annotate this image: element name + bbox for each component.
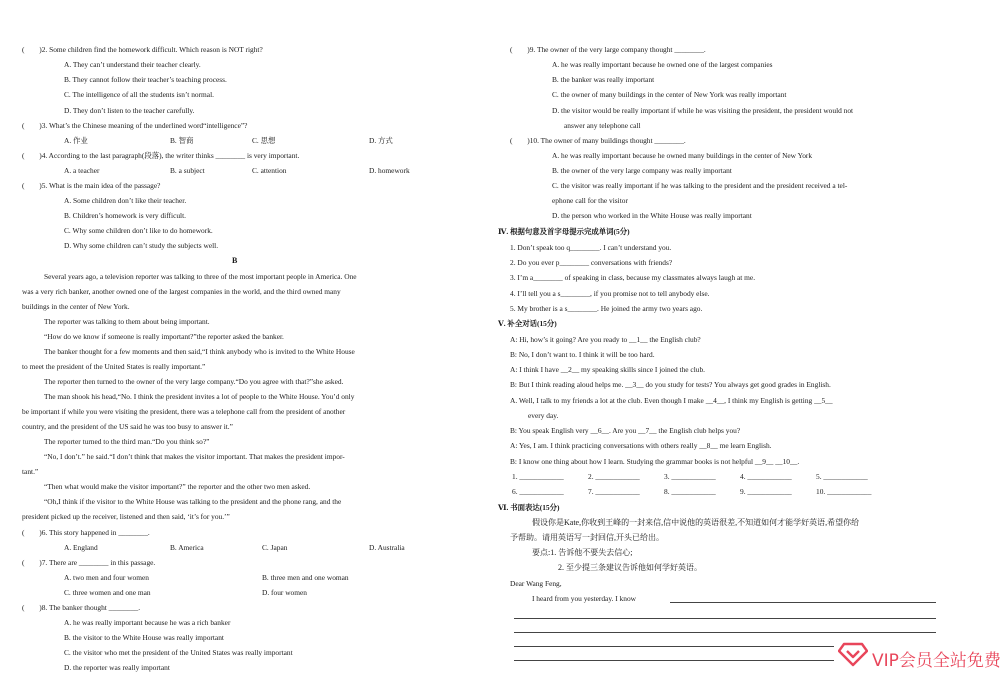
answer-blank: 4. ____________ xyxy=(740,472,792,481)
option: B. a subject xyxy=(170,166,205,175)
passage-line: Several years ago, a television reporter was talking to three of the most important people in America. One xyxy=(44,272,357,281)
word-fill-item: 1. Don’t speak too q________. I can’t understand you. xyxy=(510,243,672,252)
passage-line: The banker thought for a few moments and then said,“I think anybody who is invited to the White House xyxy=(44,347,355,356)
writing-prompt: 假设你是Kate,你收到王峰的一封来信,信中说他的英语很差,不知道如何才能学好英语,希望你给 xyxy=(532,518,860,527)
question-2: ( )2. Some children find the homework difficult. Which reason is NOT right? xyxy=(22,45,263,54)
passage-line: “Oh,I think if the visitor to the White House was talking to the president and the phone rang, and the xyxy=(44,497,342,506)
option: C. the visitor was really important if he was talking to the president and the president received a tel- xyxy=(552,181,848,190)
writing-line xyxy=(514,660,834,661)
option: B. the owner of the very large company was really important xyxy=(552,166,732,175)
letter-greeting: Dear Wang Feng, xyxy=(510,579,562,588)
dialogue-line: A. Well, I talk to my friends a lot at the club. Even though I make __4__, I think my English is getting __5__ xyxy=(510,396,833,405)
option: D. the person who worked in the White House was really important xyxy=(552,211,752,220)
passage-line: The reporter was talking to them about being important. xyxy=(44,317,210,326)
answer-blank: 8. ____________ xyxy=(664,487,716,496)
passage-line: The reporter then turned to the owner of the very large company.“Do you agree with that?”she asked. xyxy=(44,377,344,386)
answer-blank: 9. ____________ xyxy=(740,487,792,496)
option: A. he was really important because he owned many buildings in the center of New York xyxy=(552,151,813,160)
option: C. three women and one man xyxy=(64,588,151,597)
word-fill-item: 5. My brother is a s________. He joined the army two years ago. xyxy=(510,304,703,313)
passage-line: was a very rich banker, another owned one of the largest companies in the world, and the third owned many xyxy=(22,287,341,296)
passage-line: “How do we know if someone is really important?”the reporter asked the banker. xyxy=(44,332,284,341)
writing-line xyxy=(514,618,936,619)
dialogue-line: every day. xyxy=(528,411,559,420)
option: D. four women xyxy=(262,588,307,597)
question-5: ( )5. What is the main idea of the passage? xyxy=(22,181,161,190)
question-7: ( )7. There are ________ in this passage. xyxy=(22,558,156,567)
passage-line: tant.” xyxy=(22,467,39,476)
passage-line: buildings in the center of New York. xyxy=(22,302,130,311)
word-fill-item: 3. I’m a________ of speaking in class, because my classmates always laugh at me. xyxy=(510,273,756,282)
writing-line xyxy=(670,602,936,603)
option: A. They can’t understand their teacher clearly. xyxy=(64,60,201,69)
option: C. Why some children don’t like to do homework. xyxy=(64,226,213,235)
diamond-logo-icon xyxy=(838,641,868,667)
passage-line: “No, I don’t.” he said.“I don’t think that makes the visitor important. That makes the president impor- xyxy=(44,452,345,461)
section-6-title: Ⅵ. 书面表达(15分) xyxy=(498,503,560,512)
answer-blank: 7. ____________ xyxy=(588,487,640,496)
option: C. attention xyxy=(252,166,287,175)
passage-line: The man shook his head,“No. I think the president invites a lot of people to the White House. You’d only xyxy=(44,392,355,401)
writing-point: 2. 至少提三条建议告诉他如何学好英语。 xyxy=(558,563,702,572)
option: C. Japan xyxy=(262,543,288,552)
answer-blank: 3. ____________ xyxy=(664,472,716,481)
dialogue-line: B: But I think reading aloud helps me. __3__ do you study for tests? You always get good grades in English. xyxy=(510,380,831,389)
passage-line: “Then what would make the visitor important?” the reporter and the other two men asked. xyxy=(44,482,311,491)
option: D. homework xyxy=(369,166,410,175)
option: D. Australia xyxy=(369,543,405,552)
passage-line: president picked up the receiver, listened and then said, ‘it’s for you.’” xyxy=(22,512,230,521)
option: B. the banker was really important xyxy=(552,75,655,84)
writing-line xyxy=(514,646,834,647)
answer-blank: 2. ____________ xyxy=(588,472,640,481)
writing-prompt: 予帮助。请用英语写一封回信,开头已给出。 xyxy=(510,533,664,542)
option: A. two men and four women xyxy=(64,573,149,582)
word-fill-item: 4. I’ll tell you a s________, if you promise not to tell anybody else. xyxy=(510,289,710,298)
answer-blank: 1. ____________ xyxy=(512,472,564,481)
writing-point: 要点:1. 告诉他不要失去信心; xyxy=(532,548,633,557)
dialogue-line: A: Yes, I am. I think practicing conversations with others really __8__ me learn English. xyxy=(510,441,772,450)
word-fill-item: 2. Do you ever p________ conversations with friends? xyxy=(510,258,673,267)
option: B. three men and one woman xyxy=(262,573,349,582)
option: A. a teacher xyxy=(64,166,100,175)
option: B. They cannot follow their teacher’s teaching process. xyxy=(64,75,227,84)
option: A. England xyxy=(64,543,98,552)
option: B. 智商 xyxy=(170,136,194,145)
question-4: ( )4. According to the last paragraph(段落), the writer thinks ________ is very important. xyxy=(22,151,300,160)
section-4-title: Ⅳ. 根据句意及首字母提示完成单词(5分) xyxy=(498,227,630,236)
dialogue-line: B: I know one thing about how I learn. Studying the grammar books is not helpful __9__ __10__. xyxy=(510,457,800,466)
option: B. Children’s homework is very difficult. xyxy=(64,211,186,220)
option: C. The intelligence of all the students isn’t normal. xyxy=(64,90,214,99)
option: A. Some children don’t like their teacher. xyxy=(64,196,187,205)
answer-blank: 6. ____________ xyxy=(512,487,564,496)
passage-line: to meet the president of the United States is really important.” xyxy=(22,362,206,371)
question-9: ( )9. The owner of the very large company thought ________. xyxy=(510,45,706,54)
option: B. America xyxy=(170,543,204,552)
option: D. the reporter was really important xyxy=(64,663,170,672)
option: D. 方式 xyxy=(369,136,393,145)
passage-line: The reporter turned to the third man.“Do you think so?” xyxy=(44,437,210,446)
option-continued: ephone call for the visitor xyxy=(552,196,628,205)
dialogue-line: B: No, I don’t want to. I think it will be too hard. xyxy=(510,350,655,359)
passage-line: be important if while you were visiting the president, there was a telephone call from the president of another xyxy=(22,407,346,416)
answer-blank: 5. ____________ xyxy=(816,472,868,481)
option: B. the visitor to the White House was really important xyxy=(64,633,224,642)
answer-blank: 10. ____________ xyxy=(816,487,872,496)
question-8: ( )8. The banker thought ________. xyxy=(22,603,141,612)
option: D. the visitor would be really important if while he was visiting the president, the president would not xyxy=(552,106,854,115)
vip-watermark: VIP会员全站免费 xyxy=(872,651,1001,671)
option: C. 思想 xyxy=(252,136,276,145)
question-10: ( )10. The owner of many buildings thought ________. xyxy=(510,136,686,145)
question-3: ( )3. What’s the Chinese meaning of the underlined word“intelligence”? xyxy=(22,121,248,130)
writing-line xyxy=(514,632,936,633)
option: A. 作业 xyxy=(64,136,88,145)
passage-line: country, and the president of the US said he was too busy to answer it.” xyxy=(22,422,233,431)
dialogue-line: A: Hi, how’s it going? Are you ready to __1__ the English club? xyxy=(510,335,701,344)
dialogue-line: B: You speak English very __6__. Are you __7__ the English club helps you? xyxy=(510,426,741,435)
option: C. the owner of many buildings in the center of New York was really important xyxy=(552,90,787,99)
question-6: ( )6. This story happened in ________. xyxy=(22,528,150,537)
option: C. the visitor who met the president of the United States was really important xyxy=(64,648,293,657)
section-b-title: B xyxy=(232,256,238,265)
option: D. Why some children can’t study the subjects well. xyxy=(64,241,219,250)
option: A. he was really important because he was a rich banker xyxy=(64,618,231,627)
option: D. They don’t listen to the teacher carefully. xyxy=(64,106,195,115)
option: A. he was really important because he owned one of the largest companies xyxy=(552,60,773,69)
dialogue-line: A: I think I have __2__ my speaking skills since I joined the club. xyxy=(510,365,705,374)
option-continued: answer any telephone call xyxy=(564,121,641,130)
letter-opening: I heard from you yesterday. I know xyxy=(532,594,636,603)
section-5-title: Ⅴ. 补全对话(15分) xyxy=(498,319,557,328)
